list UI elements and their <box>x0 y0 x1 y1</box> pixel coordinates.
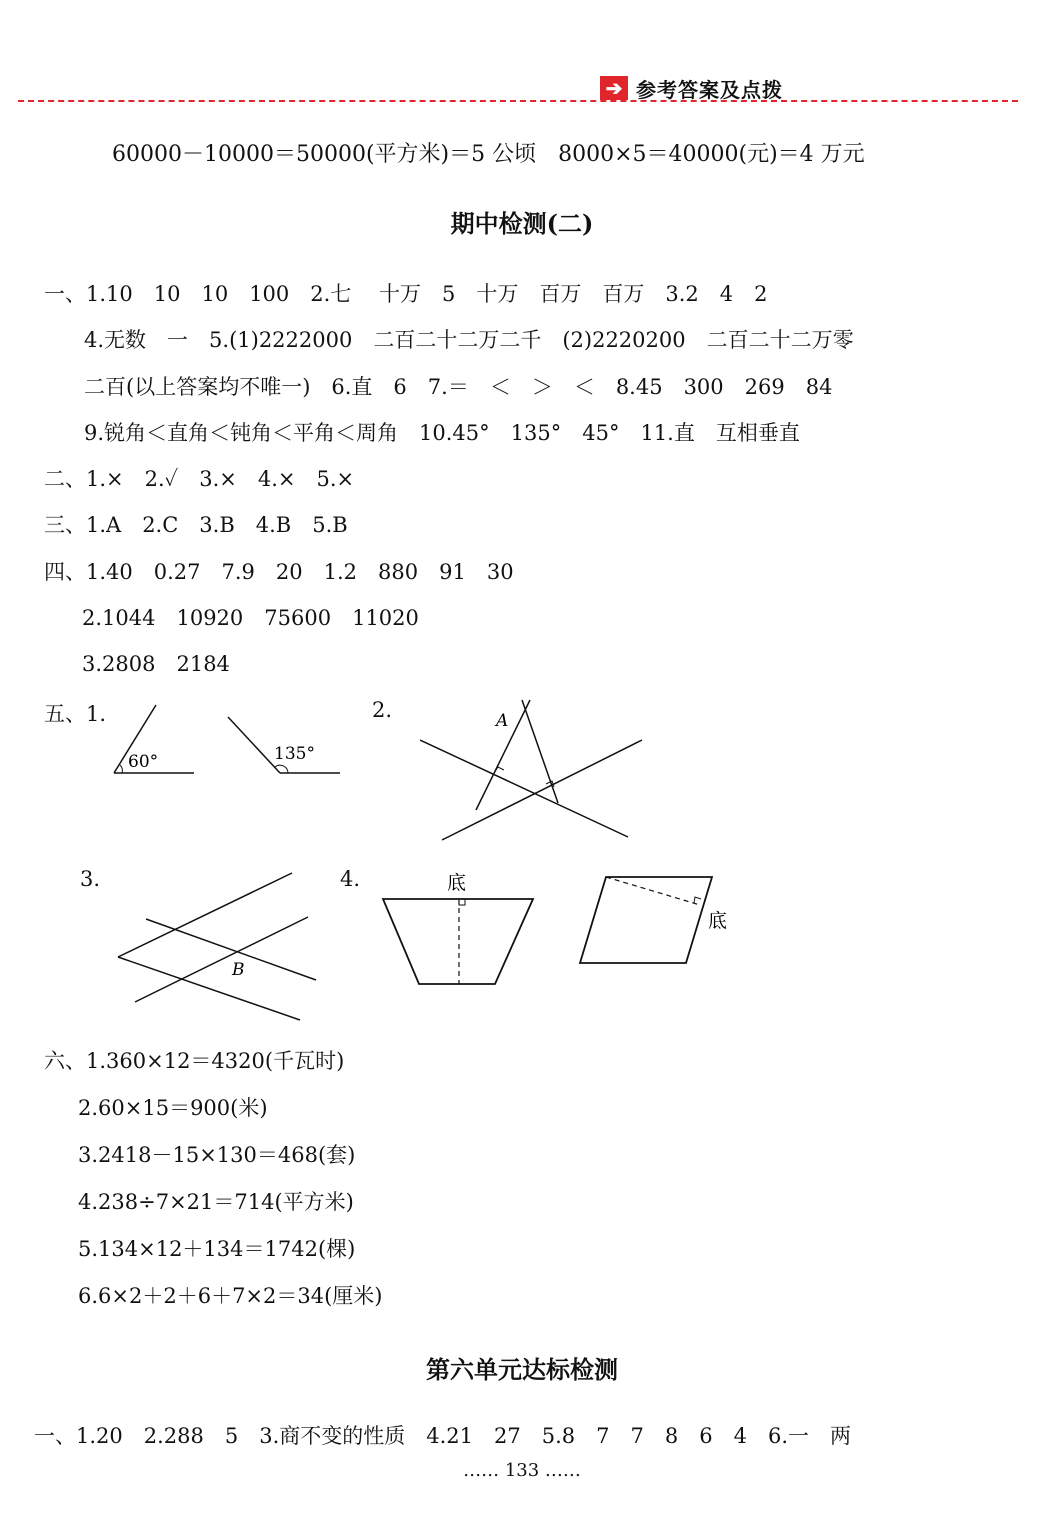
answer-line: 6.6×2＋2＋6＋7×2＝34(厘米) <box>78 1284 383 1308</box>
header-title: 参考答案及点拨 <box>636 77 783 102</box>
angle-60-figure <box>100 695 210 785</box>
page-number: …… 133 …… <box>463 1460 581 1481</box>
answer-line: 一、1.10 10 10 100 2.七 十万 5 十万 百万 百万 3.2 4 2 <box>44 282 768 306</box>
answer-line: 2. <box>372 698 393 722</box>
answer-line: 二百(以上答案均不唯一) 6.直 6 7.＝ ＜ ＞ ＜ 8.45 300 269 84 <box>84 375 833 399</box>
answer-line: 4. <box>340 867 361 891</box>
answer-line: 六、1.360×12＝4320(千瓦时) <box>44 1049 345 1073</box>
top-equation-line: 60000－10000＝50000(平方米)＝5 公顷 8000×5＝40000(元)＝4 万元 <box>112 142 865 167</box>
angle-label-60: 60° <box>128 752 159 772</box>
angle-135-figure <box>220 705 350 785</box>
parallelogram-figure <box>570 865 740 975</box>
answer-line: 二、1.× 2.✓ 3.× 4.× 5.× <box>44 467 355 491</box>
answer-line: 三、1.A 2.C 3.B 4.B 5.B <box>44 513 348 537</box>
answer-line: 5.134×12＋134＝1742(棵) <box>78 1237 356 1261</box>
trapezoid-figure <box>375 865 545 995</box>
answer-line: 五、1. <box>44 702 107 726</box>
base-label: 底 <box>447 872 467 894</box>
point-label-b: B <box>232 960 245 980</box>
angle-label-135: 135° <box>274 744 315 764</box>
answer-line: 9.锐角＜直角＜钝角＜平角＜周角 10.45° 135° 45° 11.直 互相垂直 <box>84 421 800 445</box>
answer-line: 4.无数 一 5.(1)2222000 二百二十二万二千 (2)2220200 二百二十二万零 <box>84 328 854 352</box>
answer-line: 3. <box>80 867 101 891</box>
answer-line: 四、1.40 0.27 7.9 20 1.2 880 91 30 <box>44 560 514 584</box>
answer-line: 3.2808 2184 <box>82 652 230 676</box>
answer-line: 2.1044 10920 75600 11020 <box>82 606 419 630</box>
header-divider <box>18 100 1018 102</box>
answer-line: 2.60×15＝900(米) <box>78 1096 268 1120</box>
section-title-midterm: 期中检测(二) <box>450 209 594 238</box>
answer-line: 3.2418－15×130＝468(套) <box>78 1143 356 1167</box>
answer-line: 一、1.20 2.288 5 3.商不变的性质 4.21 27 5.8 7 7 8 6 4 6.一 两 <box>34 1424 851 1448</box>
parallel-lines-figure <box>110 865 320 1025</box>
base-label: 底 <box>708 910 728 932</box>
perpendicular-lines-figure <box>420 695 660 845</box>
arrow-right-icon: ➔ <box>600 76 628 100</box>
section-title-unit6: 第六单元达标检测 <box>426 1355 618 1384</box>
answer-line: 4.238÷7×21＝714(平方米) <box>78 1190 354 1214</box>
point-label-a: A <box>496 711 509 731</box>
